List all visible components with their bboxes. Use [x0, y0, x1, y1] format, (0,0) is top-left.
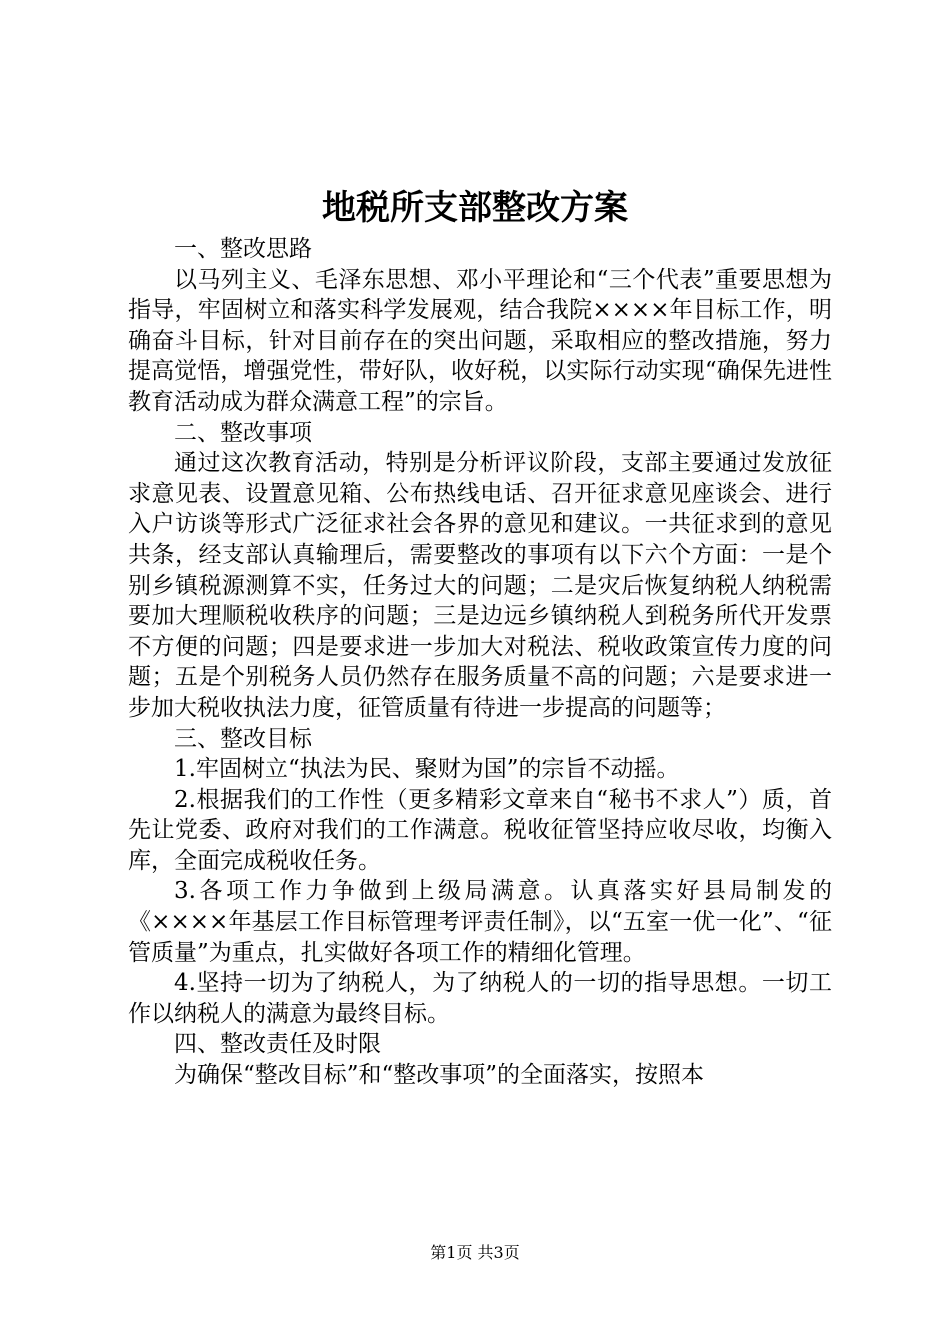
document-body	[128, 234, 832, 1091]
paragraph: 通过这次教育活动，特别是分析评议阶段，支部主要通过发放征求意见表、设置意见箱、公布热线电话、召开征求意见座谈会、进行入户访谈等形式广泛征求社会各界的意见和建议。一共征求到的意见共条，经支部认真输理后，需要整改的事项有以下六个方面：一是个别乡镇税源测算不实，任务过大的问题；二是灾后恢复纳税人纳税需要加大理顺税收秩序的问题；三是边远乡镇纳税人到税务所代开发票不方便的问题；四是要求进一步加大对税法、税收政策宣传力度的问题；五是个别税务人员仍然存在服务质量不高的问题；六是要求进一步加大税收执法力度，征管质量有待进一步提高的问题等；	[128, 450, 832, 721]
paragraph: 2.根据我们的工作性（更多精彩文章来自“秘书不求人”）质，首先让党委、政府对我们的工作满意。税收征管坚持应收尽收，均衡入库，全面完成税收任务。	[128, 786, 832, 874]
paragraph: 3.各项工作力争做到上级局满意。认真落实好县局制发的《××××年基层工作目标管理考评责任制》，以“五室一优一化”、“征管质量”为重点，扎实做好各项工作的精细化管理。	[128, 878, 832, 966]
page-number-footer: 第1页 共3页	[430, 1243, 520, 1262]
section-heading-4: 四、整改责任及时限	[174, 1031, 381, 1058]
paragraph: 4.坚持一切为了纳税人，为了纳税人的一切的指导思想。一切工作以纳税人的满意为最终目标。	[128, 970, 832, 1027]
section-heading-2: 二、整改事项	[174, 419, 312, 446]
section-heading-3: 三、整改目标	[174, 725, 312, 752]
paragraph: 为确保“整改目标”和“整改事项”的全面落实，按照本	[174, 1062, 705, 1089]
paragraph: 1.牢固树立“执法为民、聚财为国”的宗旨不动摇。	[174, 756, 680, 783]
document-title: 地税所支部整改方案	[322, 188, 628, 228]
section-heading-1: 一、整改思路	[174, 236, 312, 262]
paragraph: 以马列主义、毛泽东思想、邓小平理论和“三个代表”重要思想为指导，牢固树立和落实科学发展观，结合我院××××年目标工作，明确奋斗目标，针对目前存在的突出问题，采取相应的整改措施，努力提高觉悟，增强党性，带好队，收好税，以实际行动实现“确保先进性教育活动成为群众满意工程”的宗旨。	[128, 266, 832, 415]
